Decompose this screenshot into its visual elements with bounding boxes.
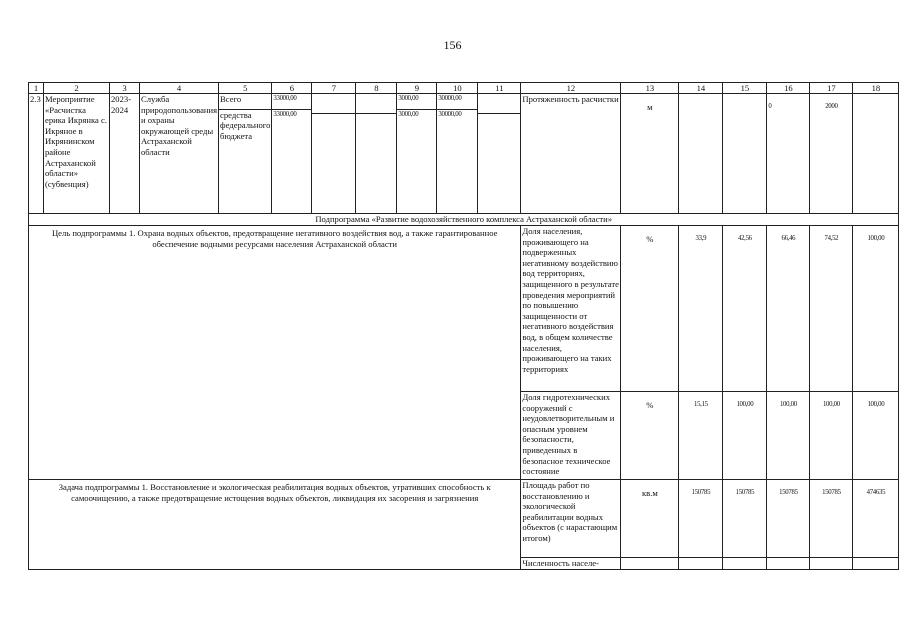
value-col18: 100,00 (853, 392, 899, 480)
col-header: 10 (437, 83, 478, 94)
cell-col11 (478, 94, 521, 214)
unit: кв.м (621, 480, 679, 558)
table-row (29, 226, 899, 392)
unit: % (621, 226, 679, 392)
task-text: Задача подпрограммы 1. Восстановление и экологическая реабилитация водных объектов, утративших способность к самоочищению, а также предотвращение истощения водных объектов, ликвидация их засорения и загрязнения (29, 480, 521, 570)
value-col15 (723, 558, 767, 570)
col-header: 18 (853, 83, 899, 94)
indicator-name: Доля населения, проживающего на подверженных негативному воздействию вод территориях, защищенного в результате проведения мероприятий по повышению защищенности от негативного воздействия вод, в общем количестве населения, проживающего на таких территориях (521, 226, 621, 392)
funding-source (219, 94, 272, 214)
col-header: 3 (110, 83, 140, 94)
value-col16: 0 (767, 94, 810, 214)
indicator-name: Численность населе- (521, 558, 621, 570)
header-row (29, 83, 899, 94)
value-col17: 74,52 (810, 226, 853, 392)
value-col17: 100,00 (810, 392, 853, 480)
unit: м (621, 94, 679, 214)
col-header: 12 (521, 83, 621, 94)
col-header: 15 (723, 83, 767, 94)
value: 30000,00 (438, 95, 462, 102)
value-col18 (853, 558, 899, 570)
col-header: 1 (29, 83, 44, 94)
value-col14: 15,15 (679, 392, 723, 480)
cell-col9 (397, 94, 437, 214)
value-col18: 474635 (853, 480, 899, 558)
value-col16 (767, 558, 810, 570)
col-header: 4 (140, 83, 219, 94)
page-number: 156 (443, 38, 462, 52)
value-col15: 42,56 (723, 226, 767, 392)
value-col14 (679, 558, 723, 570)
goal-text: Цель подпрограммы 1. Охрана водных объектов, предотвращение негативного воздействия вод, а также гарантированное обеспечение водными ресурсами населения Астраханской области (29, 226, 521, 480)
value: 30000,00 (438, 110, 462, 118)
value-col16: 150785 (767, 480, 810, 558)
col-header: 5 (219, 83, 272, 94)
value-col14: 33,9 (679, 226, 723, 392)
cell-col6 (272, 94, 312, 214)
col-header: 8 (356, 83, 397, 94)
col-header: 6 (272, 83, 312, 94)
value-col14: 150785 (679, 480, 723, 558)
table-row (29, 480, 899, 558)
subprogram-row (29, 214, 899, 226)
col-header: 16 (767, 83, 810, 94)
value-col18: 100,00 (853, 226, 899, 392)
col-header: 11 (478, 83, 521, 94)
cell-col8 (356, 94, 397, 214)
indicator-name: Площадь работ по восстановлению и экологической реабилитации водных объектов (с нарастающим итогом) (521, 480, 621, 558)
col-header: 14 (679, 83, 723, 94)
cell-col10 (437, 94, 478, 214)
value-col15: 150785 (723, 480, 767, 558)
source-federal: средства федерального бюджета (220, 109, 271, 141)
indicator-name: Протяженность расчистки (521, 94, 621, 214)
value-col16: 100,00 (767, 392, 810, 480)
divider (312, 113, 355, 114)
value-col15: 100,00 (723, 392, 767, 480)
value-col15 (723, 94, 767, 214)
value: 33000,00 (273, 110, 297, 118)
unit: % (621, 392, 679, 480)
unit (621, 558, 679, 570)
subprogram-title: Подпрограмма «Развитие водохозяйственного комплекса Астраханской области» (29, 214, 899, 226)
indicator-name: Доля гидротехнических сооружений с неудовлетворительным и опасным уровнем безопасности, приведенных в безопасное техническое состояние (521, 392, 621, 480)
measure-name: Мероприятие «Расчистка ерика Икрянка с. Икряное в Икрянинском районе Астраханской области» (субвенция) (44, 94, 110, 214)
value: 33000,00 (273, 95, 297, 102)
value-col17: 2000 (810, 94, 853, 214)
table-row (29, 94, 899, 214)
divider (478, 113, 520, 114)
value-col18 (853, 94, 899, 214)
value: 3000,00 (398, 110, 419, 118)
value: 3000,00 (398, 95, 419, 102)
executor: Служба природопользования и охраны окружающей среды Астраханской области (140, 94, 219, 214)
indicators-table (28, 82, 899, 570)
cell-col7 (312, 94, 356, 214)
value-col17: 150785 (810, 480, 853, 558)
value-col17 (810, 558, 853, 570)
col-header: 17 (810, 83, 853, 94)
value-col14 (679, 94, 723, 214)
years: 2023-2024 (110, 94, 140, 214)
row-number: 2.3 (29, 94, 44, 214)
value-col16: 66,46 (767, 226, 810, 392)
col-header: 13 (621, 83, 679, 94)
col-header: 2 (44, 83, 110, 94)
col-header: 9 (397, 83, 437, 94)
source-total: Всего (220, 94, 242, 104)
divider (356, 113, 396, 114)
col-header: 7 (312, 83, 356, 94)
